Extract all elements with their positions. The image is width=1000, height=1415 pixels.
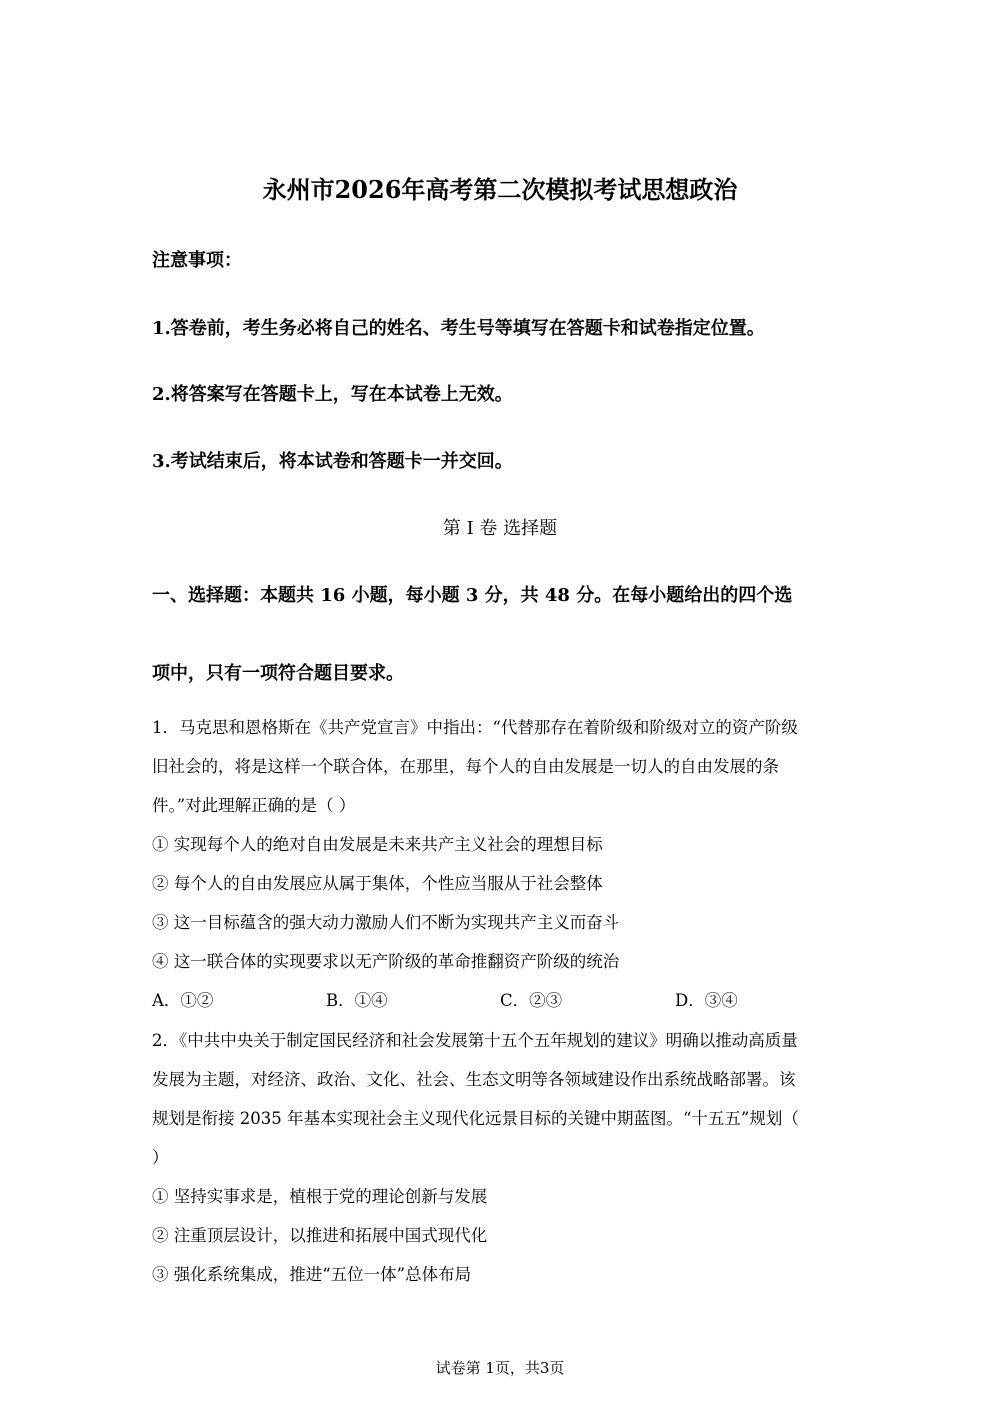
q1-option-b: B．①④ xyxy=(326,991,388,1010)
exam-title: 永州市2026年高考第二次模拟考试思想政治 xyxy=(262,175,738,204)
q1-option-c: C．②③ xyxy=(500,991,563,1010)
q2-stem-line3: 规划是衔接 2035 年基本实现社会主义现代化远景目标的关键中期蓝图。“十五五”规划（ xyxy=(152,1109,799,1128)
q2-stem-line2: 发展为主题，对经济、政治、文化、社会、生态文明等各领域建设作出系统战略部署。该 xyxy=(152,1070,796,1089)
q2-stem-line1: 2．《中共中央关于制定国民经济和社会发展第十五个五年规划的建议》明确以推动高质量 xyxy=(152,1031,798,1050)
q2-statement-1: ① 坚持实事求是，植根于党的理论创新与发展 xyxy=(152,1187,488,1206)
q1-statement-4: ④ 这一联合体的实现要求以无产阶级的革命推翻资产阶级的统治 xyxy=(152,952,620,971)
q1-stem-line1: 1．马克思和恩格斯在《共产党宣言》中指出：“代替那存在着阶级和阶级对立的资产阶级 xyxy=(152,718,798,737)
section-title: 第 I 卷 选择题 xyxy=(442,518,558,539)
q2-statement-2: ② 注重顶层设计，以推进和拓展中国式现代化 xyxy=(152,1226,488,1245)
q1-option-a: A．①② xyxy=(152,991,214,1010)
notice-item-1: 1.答卷前，考生务必将自己的姓名、考生号等填写在答题卡和试卷指定位置。 xyxy=(152,318,765,339)
page-footer: 试卷第 1页，共3页 xyxy=(435,1359,565,1377)
q1-option-d: D．③④ xyxy=(675,991,738,1010)
q1-statement-1: ① 实现每个人的绝对自由发展是未来共产主义社会的理想目标 xyxy=(152,835,603,854)
part-one-instruction-line1: 一、选择题：本题共 16 小题，每小题 3 分，共 48 分。在每小题给出的四个选 xyxy=(152,585,793,606)
notice-item-2: 2.将答案写在答题卡上，写在本试卷上无效。 xyxy=(152,384,513,405)
q1-statement-3: ③ 这一目标蕴含的强大动力激励人们不断为实现共产主义而奋斗 xyxy=(152,913,620,932)
q2-statement-3: ③ 强化系统集成，推进“五位一体”总体布局 xyxy=(152,1265,472,1284)
q1-stem-line2: 旧社会的，将是这样一个联合体，在那里，每个人的自由发展是一切人的自由发展的条 xyxy=(152,757,779,776)
q1-stem-line3: 件。”对此理解正确的是（ ） xyxy=(152,796,356,815)
notice-item-3: 3.考试结束后，将本试卷和答题卡一并交回。 xyxy=(152,451,513,472)
q2-stem-line4: ） xyxy=(152,1148,169,1167)
part-one-instruction-line2: 项中，只有一项符合题目要求。 xyxy=(152,663,404,684)
notice-heading: 注意事项： xyxy=(152,250,242,271)
q1-statement-2: ② 每个人的自由发展应从属于集体，个性应当服从于社会整体 xyxy=(152,874,603,893)
